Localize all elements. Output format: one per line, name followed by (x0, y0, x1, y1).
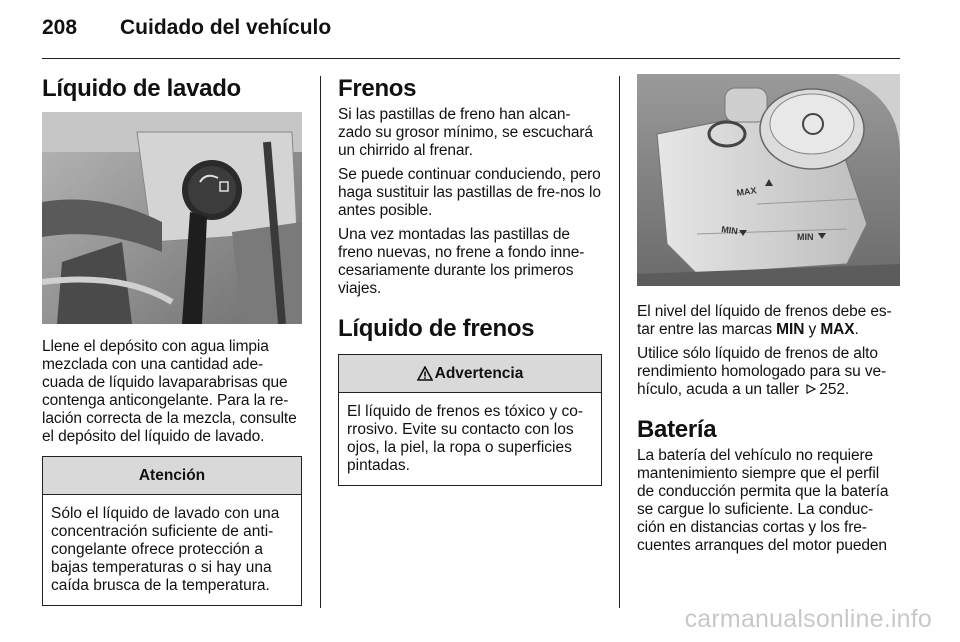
attention-box (42, 456, 302, 606)
warning-text: El líquido de frenos es tóxico y co-rrosivo. Evite su contacto con los ojos, la piel, la ropa o superficies pintadas. (347, 403, 584, 474)
washer-fluid-title: Líquido de lavado (42, 75, 241, 102)
column-divider-2 (619, 76, 620, 608)
brakes-title: Frenos (338, 75, 417, 102)
page-number: 208 (42, 16, 78, 39)
page-header (42, 16, 331, 46)
brakes-text-3: Una vez montadas las pastillas de freno nuevas, no frene a fondo inne-cesariamente durante los primeros viajes. (338, 226, 585, 297)
header-rule (42, 58, 900, 59)
brakes-text-1: Si las pastillas de freno han alcan-zado su grosor mínimo, se escuchará un chirrido al frenar. (338, 106, 593, 159)
battery-text: La batería del vehículo no requiere mantenimiento siempre que el perfil de conducción permita que la batería se cargue lo suficiente. La conduc-ción en distancias cortas y los fre-cuentes arranques del motor pueden (637, 447, 889, 554)
page-reference-link[interactable]: 252 (819, 381, 845, 398)
page-reference-icon (805, 383, 817, 395)
brake-fluid-quality-text: Utilice sólo líquido de frenos de alto rendimiento homologado para su ve-hículo, acuda a un taller 252. (637, 345, 887, 398)
warning-icon (417, 366, 433, 382)
column-divider-1 (320, 76, 321, 608)
column-washer-fluid (42, 74, 302, 606)
max-keyword: MAX (820, 321, 855, 338)
warning-box (338, 354, 602, 486)
battery-title: Batería (637, 416, 717, 443)
warning-heading: Advertencia (434, 364, 524, 382)
washer-fluid-text: Llene el depósito con agua limpia mezclada con una cantidad ade-cuada de líquido lavaparabrisas que contenga anticongelante. Para la re-lación correcta de la mezcla, consulte el depósito del líquido de lavado. (42, 338, 297, 445)
brakes-text-2: Se puede continuar conduciendo, pero haga sustituir las pastillas de fre-nos lo antes posible. (338, 166, 601, 219)
brake-fluid-level-text: El nivel del líquido de frenos debe es-tar entre las marcas MIN y MAX. (637, 303, 892, 338)
watermark: carmanualsonline.info (684, 605, 932, 633)
attention-heading: Atención (43, 457, 301, 495)
max-mark-label: MAX (735, 185, 758, 198)
min-mark-label-left: MIN (720, 224, 739, 237)
column-brake-fluid (637, 74, 900, 561)
attention-text: Sólo el líquido de lavado con una concentración suficiente de anti-congelante ofrece protección a bajas temperaturas o si hay una caída brusca de la temperatura. (51, 505, 280, 594)
washer-reservoir-photo (42, 112, 302, 324)
min-mark-label-right: MIN (797, 232, 814, 242)
warning-heading-row (339, 355, 601, 393)
brake-fluid-reservoir-photo (637, 74, 900, 286)
min-keyword: MIN (776, 321, 805, 338)
chapter-title: Cuidado del vehículo (120, 16, 332, 39)
brake-fluid-title: Líquido de frenos (338, 315, 535, 342)
column-brakes (338, 74, 602, 486)
